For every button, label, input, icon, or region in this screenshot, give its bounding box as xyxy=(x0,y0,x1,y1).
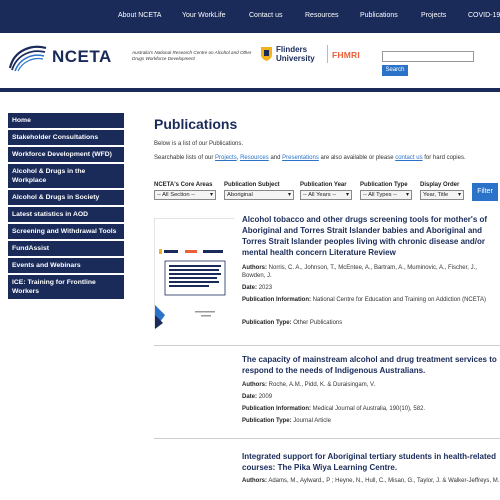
flinders-shield-icon xyxy=(260,46,273,62)
sidebar-item-home[interactable]: Home xyxy=(8,113,124,130)
nav-covid[interactable]: COVID-19 xyxy=(468,12,500,19)
publication-divider xyxy=(154,438,500,439)
publication-item xyxy=(154,451,500,500)
publication-title[interactable]: Alcohol tobacco and other drugs screening tools for mother's of Aboriginal and Torres Strait Islander babies and Aboriginal and Torres Strait Islander peoples living with chronic disease and/or mental health concern Literature Review xyxy=(242,215,488,257)
subject-select[interactable]: Aboriginal ▾ xyxy=(224,190,294,200)
sidebar-item-fundassist[interactable]: FundAssist xyxy=(8,241,124,258)
publication-title[interactable]: The capacity of mainstream alcohol and drug treatment services to respond to the needs of Indigenous Australians. xyxy=(242,355,497,375)
publication-item xyxy=(154,214,500,344)
nav-resources[interactable]: Resources xyxy=(305,12,339,19)
resources-link[interactable]: Resources xyxy=(240,155,269,161)
publication-info: Publication Information: Medical Journal of Australia, 190(10), 582. xyxy=(242,406,426,412)
year-select[interactable]: -- All Years -- ▾ xyxy=(300,190,352,200)
core-areas-select[interactable]: -- All Section -- ▾ xyxy=(154,190,216,200)
sidebar-item-statistics[interactable]: Latest statistics in AOD xyxy=(8,207,124,224)
filter-subject: Publication Subject Aboriginal ▾ xyxy=(224,182,294,200)
page-title: Publications xyxy=(154,116,238,132)
sidebar-item-workplace[interactable]: Alcohol & Drugs in the Workplace xyxy=(8,164,124,190)
publication-type: Publication Type: Other Publications xyxy=(242,320,343,326)
searchable-lists-text: Searchable lists of our Projects, Resources and Presentations are also available or please contact us for hard copies. xyxy=(154,155,466,161)
sidebar-item-screening-tools[interactable]: Screening and Withdrawal Tools xyxy=(8,224,124,241)
filter-core-areas: NCETA's Core Areas -- All Section -- ▾ xyxy=(154,182,216,200)
filter-type: Publication Type -- All Types -- ▾ xyxy=(360,182,412,200)
search-button[interactable]: Search xyxy=(382,65,408,76)
nav-your-worklife[interactable]: Your WorkLife xyxy=(182,12,226,19)
nav-contact[interactable]: Contact us xyxy=(249,12,283,19)
top-navigation xyxy=(0,0,500,33)
publication-authors: Authors: Roche, A.M., Pidd, K. & Duraisingam, V. xyxy=(242,382,376,388)
filter-order: Display Order Year, Title ▾ xyxy=(420,182,464,200)
logo-divider xyxy=(327,45,328,63)
intro-text: Below is a list of our Publications. xyxy=(154,141,244,147)
flinders-logo-text: Flinders University xyxy=(276,45,315,63)
publication-title[interactable]: Integrated support for Aboriginal tertiary students in health-related courses: The Pika Wiya Learning Centre. xyxy=(242,452,496,472)
search-input[interactable] xyxy=(382,51,474,62)
header-rule xyxy=(0,88,500,92)
publication-cover-image[interactable] xyxy=(154,218,234,328)
filter-year: Publication Year -- All Years -- ▾ xyxy=(300,182,352,200)
publication-authors: Authors: Adams, M., Aylward., P ; Heyne, N., Hull, C., Misan, G., Taylor, J. & Walker-Jeffreys, M. xyxy=(242,478,500,484)
projects-link[interactable]: Projects xyxy=(215,155,237,161)
presentations-link[interactable]: Presentations xyxy=(282,155,319,161)
sidebar-item-events[interactable]: Events and Webinars xyxy=(8,258,124,275)
cover-art-icon xyxy=(155,219,235,329)
contact-us-link[interactable]: contact us xyxy=(395,155,423,161)
sidebar-item-society[interactable]: Alcohol & Drugs in Society xyxy=(8,190,124,207)
sidebar-item-workforce-development[interactable]: Workforce Development (WFD) xyxy=(8,147,124,164)
publication-divider xyxy=(154,345,500,346)
type-select[interactable]: -- All Types -- ▾ xyxy=(360,190,412,200)
tagline: Australia's National Research Centre on Alcohol and Other Drugs Workforce Development xyxy=(132,50,252,61)
nav-projects[interactable]: Projects xyxy=(421,12,447,19)
sidebar-item-ice-training[interactable]: ICE: Training for Frontline Workers xyxy=(8,275,124,301)
nceta-logo-icon[interactable] xyxy=(8,42,48,72)
nav-about[interactable]: About NCETA xyxy=(118,12,162,19)
nav-publications[interactable]: Publications xyxy=(360,12,398,19)
publication-authors: Authors: Norris, C. A., Johnson, T., McEntee, A., Bartram, A., Muminovic, A., Fischer, J., Bowden, J. xyxy=(242,265,477,279)
logo-text[interactable]: NCETA xyxy=(52,47,112,66)
publication-date: Date: 2023 xyxy=(242,285,273,291)
publication-type: Publication Type: Journal Article xyxy=(242,418,331,424)
sidebar-item-stakeholder-consultations[interactable]: Stakeholder Consultations xyxy=(8,130,124,147)
order-select[interactable]: Year, Title ▾ xyxy=(420,190,464,200)
publication-item xyxy=(154,354,500,434)
fhmri-logo: FHMRI xyxy=(332,50,360,60)
publication-info: Publication Information: National Centre for Education and Training on Addiction (NCETA) xyxy=(242,297,486,303)
publication-date: Date: 2009 xyxy=(242,394,273,400)
sidebar-menu xyxy=(8,113,124,301)
filter-button[interactable]: Filter xyxy=(472,183,498,201)
